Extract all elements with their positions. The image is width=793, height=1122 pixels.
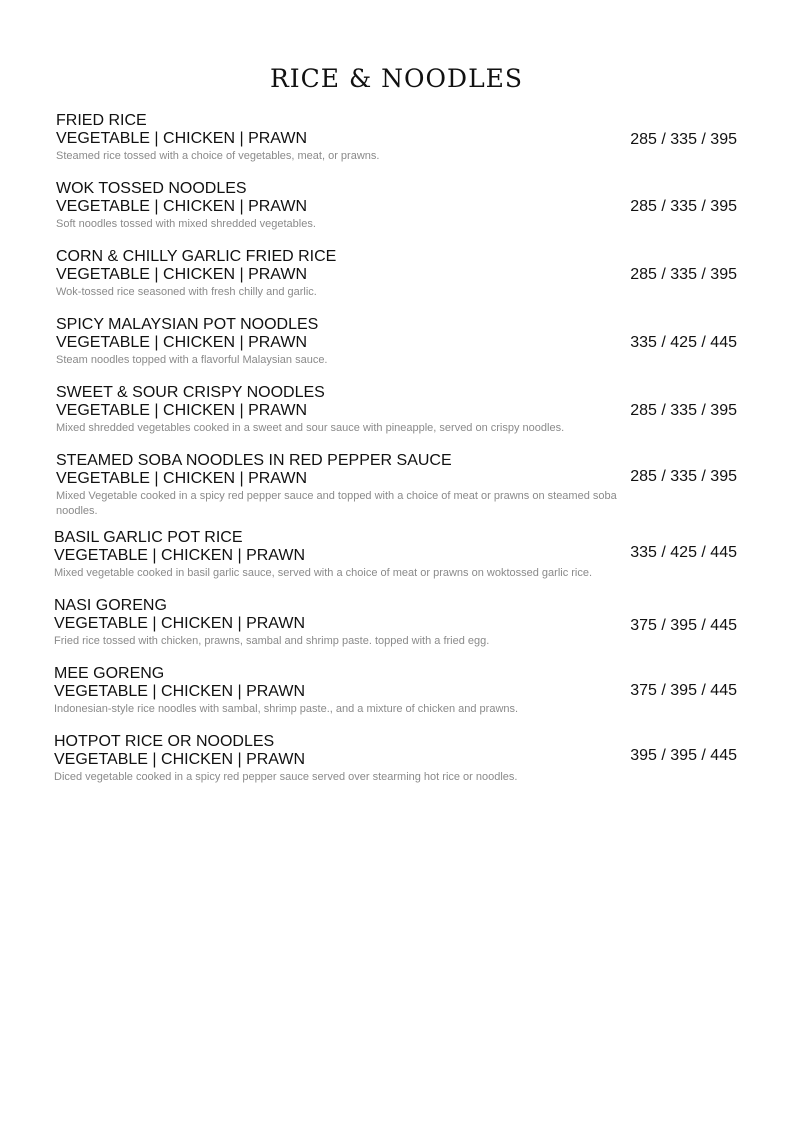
item-variants: VEGETABLE | CHICKEN | PRAWN <box>54 751 306 768</box>
menu-item-sweet-sour-crispy-noodles <box>56 384 746 436</box>
item-variants: VEGETABLE | CHICKEN | PRAWN <box>56 130 308 147</box>
item-price: 285 / 335 / 395 <box>630 468 737 485</box>
item-name: STEAMED SOBA NOODLES IN RED PEPPER SAUCE <box>56 452 452 469</box>
item-description: Soft noodles tossed with mixed shredded vegetables. <box>56 218 316 230</box>
item-name: CORN & CHILLY GARLIC FRIED RICE <box>56 248 337 265</box>
item-variants: VEGETABLE | CHICKEN | PRAWN <box>56 266 308 283</box>
item-variants: VEGETABLE | CHICKEN | PRAWN <box>54 683 306 700</box>
item-price: 285 / 335 / 395 <box>630 198 737 215</box>
item-description: Wok-tossed rice seasoned with fresh chilly and garlic. <box>56 286 317 298</box>
item-description: Mixed shredded vegetables cooked in a sweet and sour sauce with pineapple, served on crispy noodles. <box>56 422 565 434</box>
item-description: Indonesian-style rice noodles with sambal, shrimp paste., and a mixture of chicken and prawns. <box>54 703 519 715</box>
menu-item-spicy-malaysian-pot-noodles <box>56 316 746 368</box>
item-price: 285 / 335 / 395 <box>630 131 737 148</box>
item-description: Diced vegetable cooked in a spicy red pepper sauce served over stearming hot rice or noodles. <box>54 771 518 783</box>
menu-item-corn-chilly-garlic-fried-rice <box>56 248 746 300</box>
item-price: 375 / 395 / 445 <box>630 682 737 699</box>
item-name: MEE GORENG <box>54 665 165 682</box>
item-name: BASIL GARLIC POT RICE <box>54 529 243 546</box>
item-description: Steam noodles topped with a flavorful Malaysian sauce. <box>56 354 328 366</box>
item-description: Mixed vegetable cooked in basil garlic sauce, served with a choice of meat or prawns on woktossed garlic rice. <box>54 567 593 579</box>
item-price: 335 / 425 / 445 <box>630 334 737 351</box>
item-description: Mixed Vegetable cooked in a spicy red pepper sauce and topped with a choice of meat or prawns on steamed soba noodles. <box>56 490 617 517</box>
item-name: SWEET & SOUR CRISPY NOODLES <box>56 384 325 401</box>
item-name: FRIED RICE <box>56 112 147 129</box>
menu-item-fried-rice <box>56 112 746 164</box>
item-price: 285 / 335 / 395 <box>630 402 737 419</box>
item-name: HOTPOT RICE OR NOODLES <box>54 733 275 750</box>
menu-item-hotpot-rice-or-noodles <box>54 733 744 785</box>
menu-item-mee-goreng <box>54 665 744 717</box>
item-variants: VEGETABLE | CHICKEN | PRAWN <box>56 470 308 487</box>
item-variants: VEGETABLE | CHICKEN | PRAWN <box>54 615 306 632</box>
menu-item-basil-garlic-pot-rice <box>54 529 744 581</box>
menu-item-steamed-soba-noodles <box>56 452 746 519</box>
item-variants: VEGETABLE | CHICKEN | PRAWN <box>56 198 308 215</box>
item-price: 285 / 335 / 395 <box>630 266 737 283</box>
item-name: WOK TOSSED NOODLES <box>56 180 247 197</box>
item-name: SPICY MALAYSIAN POT NOODLES <box>56 316 319 333</box>
item-price: 375 / 395 / 445 <box>630 617 737 634</box>
menu-item-nasi-goreng <box>54 597 744 649</box>
item-name: NASI GORENG <box>54 597 167 614</box>
menu-item-wok-tossed-noodles <box>56 180 746 232</box>
item-variants: VEGETABLE | CHICKEN | PRAWN <box>56 402 308 419</box>
item-variants: VEGETABLE | CHICKEN | PRAWN <box>56 334 308 351</box>
item-variants: VEGETABLE | CHICKEN | PRAWN <box>54 547 306 564</box>
item-price: 335 / 425 / 445 <box>630 544 737 561</box>
page-title: RICE & NOODLES <box>269 64 524 93</box>
item-description: Steamed rice tossed with a choice of vegetables, meat, or prawns. <box>56 150 380 162</box>
item-price: 395 / 395 / 445 <box>630 747 737 764</box>
item-description: Fried rice tossed with chicken, prawns, sambal and shrimp paste. topped with a fried egg. <box>54 635 490 647</box>
